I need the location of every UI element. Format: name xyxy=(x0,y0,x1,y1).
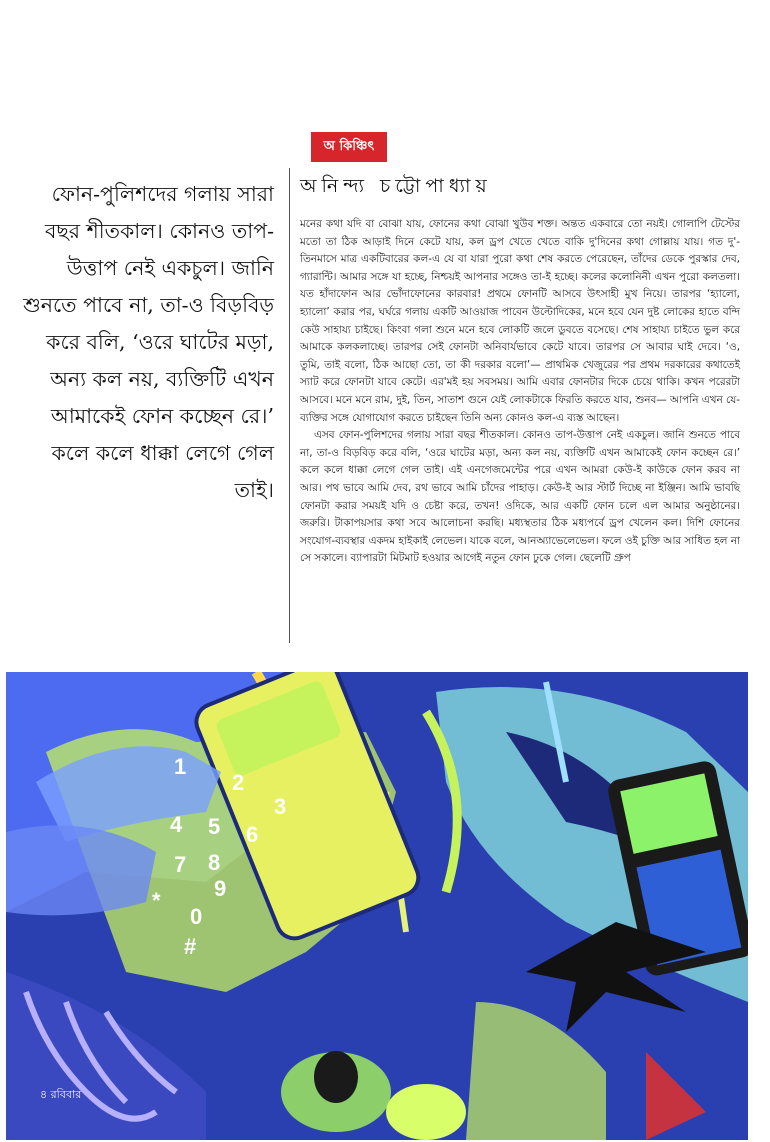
keypad-digit: 5 xyxy=(208,814,221,839)
author-byline: অনিন্দ্য চট্টোপাধ্যায় xyxy=(300,175,492,197)
article-paragraph: মনের কথা যদি বা বোঝা যায়, ফোনের কথা বোঝা খুউব শক্ত। অন্তত একবারে তো নয়ই। গোলাপি টেস্টের মতো তা ঠিক আড়াই দিনে কেটে যায়, কল ড্রপ খেতে খেতে বাকি দু'দিনের কথা গোল্লায় যায়। গত দু'-তিনমাসে মাত্র একটিবারের কল-এ যে বা যারা পুরো কথা শেষ করতে পেরেছেন, তাঁদের ডেকে পুরস্কার দেব, গ্যারান্টি। আমার সঙ্গে যা হচ্ছে, নিশ্চয়ই আপনার সঙ্গেও তা-ই হচ্ছে। কলের কলোনিনী এখন পুরো কলতলা। যত হাঁদাফোন আর ভোঁদাফোনের কারবার! প্রথমে ফোনটি আসবে উৎসাহী মুখ নিয়ে। তারপর ‘হ্যালো, হ্যালো’ করার পর, ঘর্ঘরে গলায় একটি আওয়াজ পাবেন উল্টোদিকের, মনে হবে যেন দুষ্ট লোকের হাতে বন্দি কেউ সাহায্য চাইছে। কিংবা গলা শুনে মনে হবে লোকটি জলে ডুবতে বসেছে। শেষ সাহায্য চাইতে ভুল করে আমাকে কলকলাচ্ছে। তারপর সেই ফোনটা অনিবার্যভাবে কেটে যাবে। তারপর সে আবার ঘাই দেবে। ‘ও, তুমি, তাই বলো, ঠিক আছো তো, তা কী দরকার বলো’— প্রাথমিক খেজুরের পর প্রথম দরকারের কথাতেই স্যাট করে ফোনটা যাবে কেটে। এর'মই হয় সবসময়। আমি এবার ফোনটার দিকে চেয়ে থাকি। কখন পরেরটা আসবে। মনে মনে রাম, দুই, তিন, সাতাশ গুনে যেই লোকটাকে ফিরতি করতে যাব, শুনব— আপনি এখন যে-ব্যক্তির সঙ্গে যোগাযোগ করতে চাইছেন তিনি অন্য কোনও কল-এ ব্যস্ত আছেন। xyxy=(300,218,740,424)
keypad-digit: 8 xyxy=(208,850,221,875)
pull-quote: ফোন-পুলিশদের গলায় সারা বছর শীতকাল। কোনও তাপ-উত্তাপ নেই একচুল। জানি শুনতে পাবে না, তা-ও বিড়বিড় করে বলি, ‘ওরে ঘাটের মড়া, অন্য কল নয়, ব্যক্তিটি এখন আমাকেই ফোন কচ্ছেন রে।’ কলে কলে ধাক্কা লেগে গেল তাই। xyxy=(23,182,274,502)
article-body xyxy=(300,216,740,568)
keypad-digit: # xyxy=(184,934,197,959)
keypad-digit: 6 xyxy=(246,822,259,847)
section-tag: অ কিঞ্চিৎ xyxy=(311,132,387,162)
keypad-digit: 4 xyxy=(170,812,183,837)
keypad-digit: 7 xyxy=(174,852,187,877)
column-divider xyxy=(289,168,290,643)
keypad-digit: 0 xyxy=(190,904,203,929)
article-paragraph: এসব ফোন-পুলিশদের গলায় সারা বছর শীতকাল। কোনও তাপ-উত্তাপ নেই একচুল। জানি শুনতে পাবে না, তা-ও বিড়বিড় করে বলি, ‘ওরে ঘাটের মড়া, অন্য কল নয়, ব্যক্তিটি এখন আমাকেই ফোন কচ্ছেন রে।’ কলে কলে ধাক্কা লেগে গেল তাই। এই এনগেজমেন্টের পরে এখন আমরা কেউ-ই কাউকে ফোন করব না আর। পথ ভাবে আমি দেব, রথ ভাবে আমি চাঁদের পাহাড়। কেউ-ই আর স্টার্ট দিচ্ছে না ইঞ্জিন। আমি ভাবছি ফোনটা করার সময়ই যদি ও চেষ্টা করে, তখন! ওদিকে, আর একটি ফোন চলে এল আমার অনুষ্ঠানের। জরুরি। টাকাপয়সার কথা সবে আলোচনা করছি। মধ্যস্থতার ঠিক মধ্যপর্বে ড্রপ খেলেন কল। দিশি ফোনের সংযোগ-ব্যবস্থার একদম হাইকাই লেভেল। যাকে বলে, আনঅ্যাভেলেভেল। ফলে ওই চুক্তি আর সাধিত হল না সে সকালে। ব্যাপারটা মিটমাট হওয়ার আগেই নতুন ফোন ঢুকে গেল। ছেলেটি গ্রুপ xyxy=(300,429,740,565)
keypad-digit: 1 xyxy=(174,754,187,779)
keypad-digit: * xyxy=(152,888,161,913)
illustration-art xyxy=(6,672,748,1140)
phone-illustration xyxy=(6,672,748,1140)
page-folio: ৪ রবিবার xyxy=(40,1088,82,1101)
keypad-digit: 9 xyxy=(214,876,227,901)
keypad-digit: 2 xyxy=(232,770,245,795)
keypad-digit: 3 xyxy=(274,794,287,819)
